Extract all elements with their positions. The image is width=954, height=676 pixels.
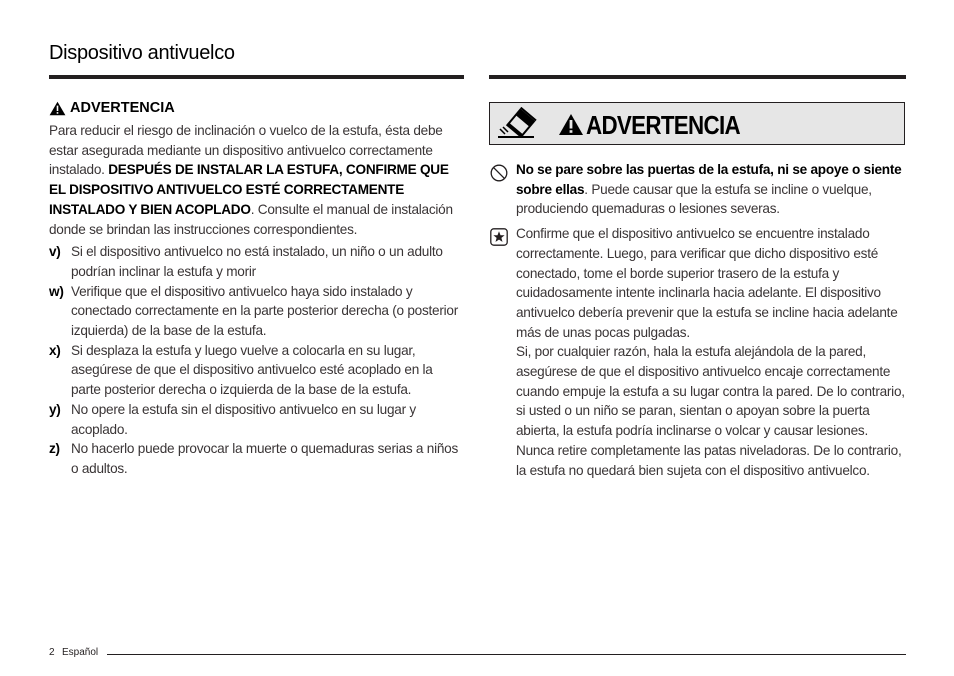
intro-text-2: . Consulte el manual de instalación donde se brindan las instrucciones correspondientes. — [49, 201, 453, 237]
prohibited-icon — [490, 164, 508, 188]
instruction-item — [489, 224, 906, 480]
title-divider-left — [49, 75, 464, 79]
list-item — [49, 341, 465, 400]
list-item — [49, 400, 465, 439]
list-marker: y) — [49, 401, 61, 417]
list-marker: w) — [49, 283, 64, 299]
warning-intro — [49, 121, 465, 239]
warning-list — [49, 242, 465, 478]
list-text: Verifique que el dispositivo antivuelco haya sido instalado y conectado correctamente en la parte posterior derecha (o posterior izquierda) de la base de la estufa. — [71, 283, 459, 339]
star-icon — [490, 228, 508, 252]
warning-heading — [49, 100, 465, 116]
banner-label: ADVERTENCIA — [586, 110, 740, 140]
warning-triangle-icon — [558, 113, 584, 141]
intro-bold-text: DESPUÉS DE INSTALAR LA ESTUFA, CONFIRME QUE EL DISPOSITIVO ANTIVUELCO ESTÉ CORRECTAMENTE INSTALADO Y BIEN ACOPLADO — [49, 162, 449, 217]
list-item — [49, 242, 465, 281]
list-marker: z) — [49, 441, 60, 457]
warning-banner — [489, 102, 905, 145]
list-text: Si el dispositivo antivuelco no está instalado, un niño o un adulto podrían inclinar la estufa y morir — [71, 244, 443, 279]
list-marker: x) — [49, 342, 61, 358]
list-text: Si desplaza la estufa y luego vuelve a colocarla en su lugar, asegúrese de que el dispositivo antivuelco esté acoplado en la parte posterior derecha o izquierda de la base de la estufa. — [71, 342, 433, 398]
footer-divider — [107, 654, 906, 655]
warning-triangle-icon — [49, 101, 66, 116]
left-column — [49, 99, 465, 479]
page-title: Dispositivo antivuelco — [49, 42, 235, 64]
list-text: No opere la estufa sin el dispositivo antivuelco en su lugar y acoplado. — [71, 401, 416, 437]
prohibition-text: . Puede causar que la estufa se incline o vuelque, produciendo quemaduras o lesiones severas. — [516, 181, 872, 217]
instruction-paragraph-1: Confirme que el dispositivo antivuelco se encuentre instalado correctamente. Luego, para verificar que dicho dispositivo esté conectado, tome el borde superior trasero de la estufa y cuidadosamente intente inclinarla hacia adelante. El dispositivo antivuelco debería prevenir que la estufa se incline hacia adelante más de unas pocas pulgadas. — [516, 226, 898, 340]
tipping-range-icon — [496, 107, 544, 146]
page-language: Español — [62, 647, 99, 658]
list-item — [49, 282, 465, 341]
prohibition-bold-text: No se pare sobre las puertas de la estufa, ni se apoye o siente sobre ellas — [516, 162, 902, 197]
instruction-paragraph-2: Si, por cualquier razón, hala la estufa alejándola de la pared, asegúrese de que el dispositivo antivuelco encaje correctamente cuando empuje la estufa a su lugar contra la pared. De lo contrario, si usted o un niño se paran, sientan o apoyan sobre la puerta abierta, la estufa podría inclinarse o volcar y causar lesiones. — [516, 344, 905, 439]
title-divider-right — [489, 75, 906, 79]
warning-label: ADVERTENCIA — [70, 100, 175, 116]
instruction-paragraph-3: Nunca retire completamente las patas niveladoras. De lo contrario, la estufa no quedará bien sujeta con el dispositivo antivuelco. — [516, 442, 902, 478]
page-number: 2 — [49, 647, 55, 658]
list-text: No hacerlo puede provocar la muerte o quemaduras serias a niños o adultos. — [71, 441, 459, 476]
list-item — [49, 439, 465, 478]
prohibition-item — [489, 160, 906, 219]
list-marker: v) — [49, 244, 61, 260]
right-column — [489, 160, 906, 480]
intro-text-1: Para reducir el riesgo de inclinación o vuelco de la estufa, ésta debe estar asegurada mediante un dispositivo antivuelco correctamente instalado. — [49, 123, 443, 178]
